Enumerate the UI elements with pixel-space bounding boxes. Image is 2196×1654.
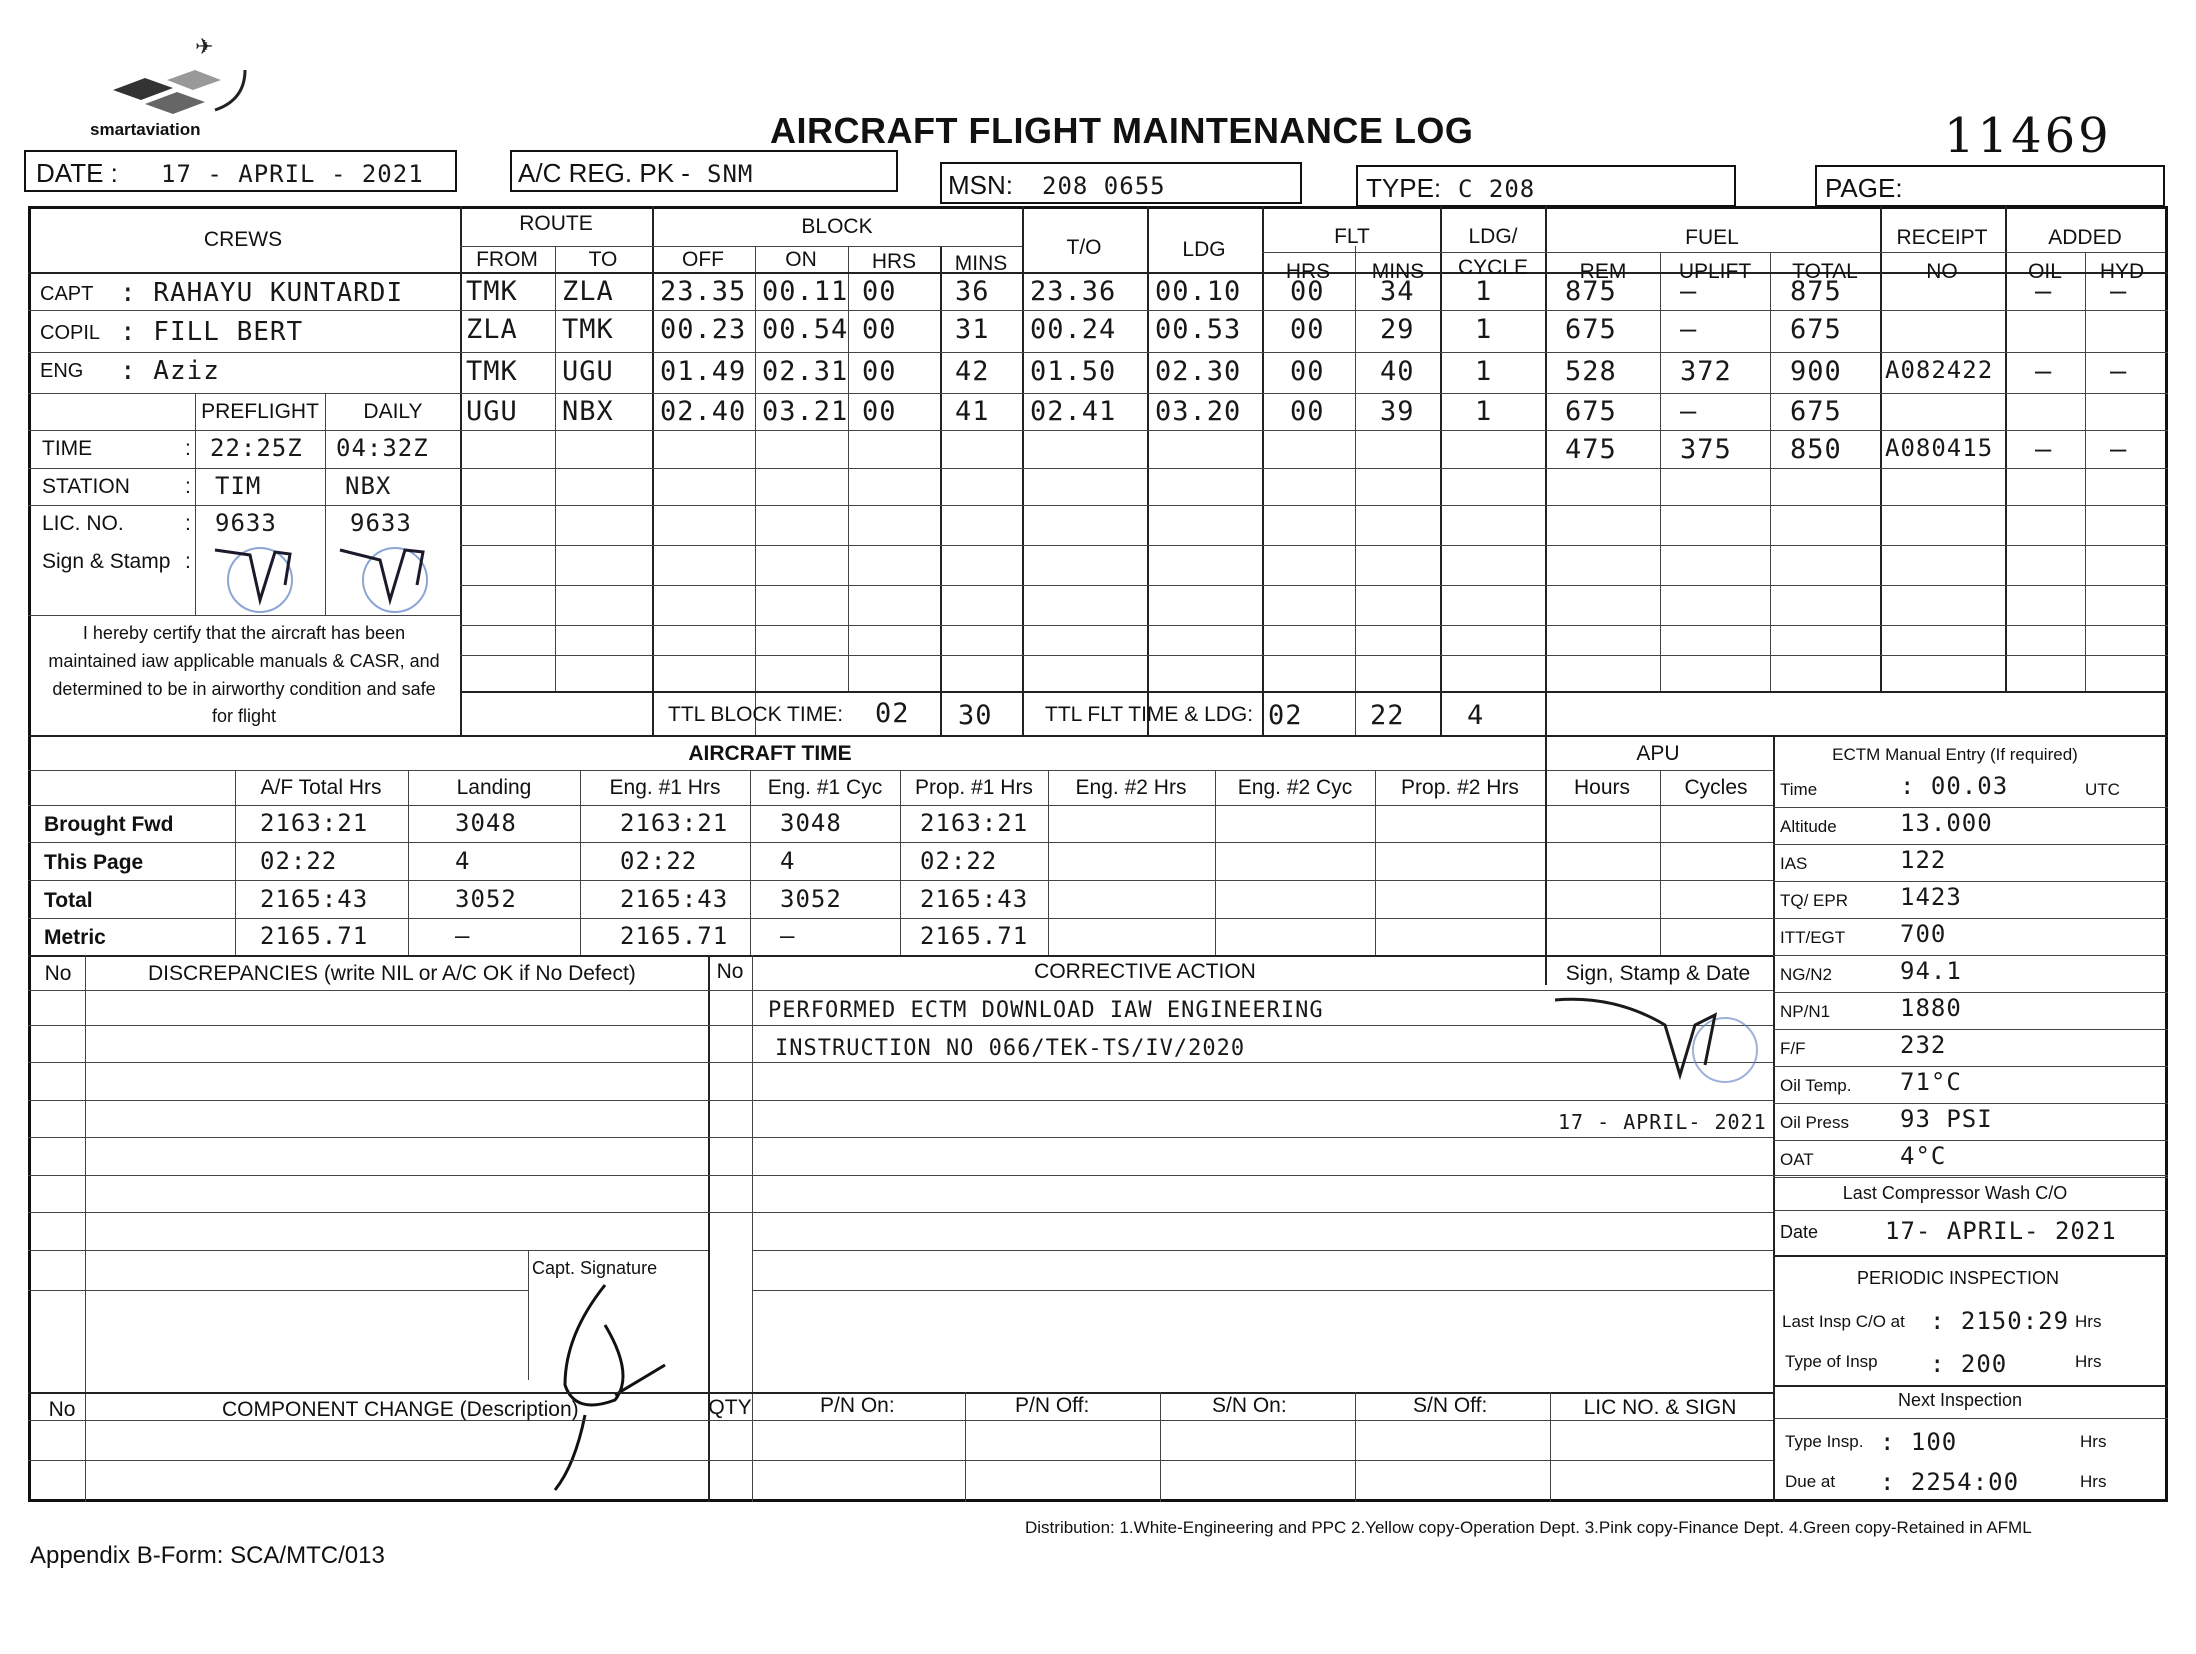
- sign-colon: :: [185, 550, 191, 573]
- total-heading: TOTAL: [1792, 260, 1858, 283]
- at-value-cell: —: [780, 922, 796, 950]
- flight-cycle-cell: 1: [1475, 276, 1493, 307]
- flight-hrs-cell: 00: [862, 356, 897, 387]
- on-heading: ON: [785, 248, 817, 271]
- flight-ldg-cell: 00.10: [1155, 276, 1242, 307]
- ectm-value: 700: [1900, 920, 1947, 948]
- ectm-value: 1880: [1900, 994, 1962, 1022]
- fuel-heading: FUEL: [1685, 226, 1739, 249]
- comp-no-heading: No: [48, 1398, 76, 1421]
- at-value-cell: 3048: [780, 809, 842, 837]
- at-row-label: Metric: [44, 926, 106, 949]
- ectm-value: 94.1: [1900, 957, 1962, 985]
- preflight-station: TIM: [215, 472, 262, 500]
- ectm-row-line: [1773, 918, 2168, 919]
- ttl-ldg: 4: [1467, 700, 1485, 731]
- next-type-hrs: Hrs: [2080, 1432, 2107, 1451]
- ectm-unit: UTC: [2085, 780, 2120, 799]
- ectm-row-line: [1773, 807, 2168, 808]
- flight-ldg-cell: 03.20: [1155, 396, 1242, 427]
- at-value-cell: 2163:21: [920, 809, 1029, 837]
- ldg-cycle-heading-1: LDG/: [1468, 225, 1518, 248]
- page-title: AIRCRAFT FLIGHT MAINTENANCE LOG: [770, 110, 1474, 151]
- sign-stamp-date-heading: Sign, Stamp & Date: [1565, 962, 1751, 985]
- flight-cycle-cell: 1: [1475, 314, 1493, 345]
- time-label: TIME: [42, 437, 93, 460]
- at-col-heading: Eng. #1 Cyc: [767, 776, 883, 799]
- comp-heading: COMPONENT CHANGE (Description): [222, 1398, 579, 1421]
- flight-cycle-cell: 1: [1475, 356, 1493, 387]
- time-colon: :: [185, 437, 191, 460]
- block-heading: BLOCK: [801, 215, 873, 238]
- due-hrs: Hrs: [2080, 1472, 2107, 1491]
- date-label: DATE :: [36, 158, 118, 188]
- ca-heading: CORRECTIVE ACTION: [1034, 960, 1256, 983]
- fuel-hyd-cell: –: [2110, 434, 2128, 465]
- fuel-total-cell: 850: [1790, 434, 1842, 465]
- flight-fhrs-cell: 00: [1290, 396, 1325, 427]
- flight-from-cell: TMK: [466, 276, 518, 307]
- ectm-row-line: [1773, 1140, 2168, 1141]
- certify-line-3: determined to be in airworthy condition and safe: [52, 679, 436, 699]
- daily-lic: 9633: [350, 509, 412, 537]
- distribution-note: Distribution: 1.White-Engineering and PPC 2.Yellow copy-Operation Dept. 3.Pink copy-Finance Dept. 4.Green copy-Retained in AFML: [1025, 1518, 2032, 1537]
- at-col-heading: Eng. #2 Hrs: [1075, 776, 1187, 799]
- preflight-time: 22:25Z: [210, 434, 303, 462]
- flight-on-cell: 00.11: [762, 276, 849, 307]
- flight-fhrs-cell: 00: [1290, 356, 1325, 387]
- fuel-rem-cell: 475: [1565, 434, 1617, 465]
- hyd-heading: HYD: [2099, 260, 2145, 283]
- fuel-uplift-cell: —: [1680, 276, 1698, 307]
- fuel-oil-cell: –: [2035, 276, 2053, 307]
- ectm-row-line: [1773, 844, 2168, 845]
- fuel-rem-cell: 675: [1565, 396, 1617, 427]
- uplift-heading: UPLIFT: [1678, 260, 1752, 283]
- flight-to-t-cell: 02.41: [1030, 396, 1117, 427]
- lic-sign-heading: LIC NO. & SIGN: [1583, 1396, 1737, 1419]
- eng-name: : Aziz: [120, 356, 220, 386]
- flight-mins-cell: 36: [955, 276, 990, 307]
- msn-value: 208 0655: [1042, 172, 1166, 200]
- receipt-no-heading: NO: [1926, 260, 1958, 283]
- flight-on-cell: 00.54: [762, 314, 849, 345]
- ttl-block-mins: 30: [958, 700, 993, 731]
- oil-heading: OIL: [2028, 260, 2062, 283]
- at-value-cell: —: [455, 922, 471, 950]
- at-value-cell: 2165:43: [260, 885, 369, 913]
- fuel-receipt-cell: A082422: [1885, 356, 1994, 384]
- flt-mins-heading: MINS: [1371, 260, 1425, 283]
- fuel-hyd-cell: –: [2110, 276, 2128, 307]
- last-insp-value: : 2150:29: [1930, 1307, 2070, 1335]
- flight-hrs-cell: 00: [862, 314, 897, 345]
- fuel-uplift-cell: 375: [1680, 434, 1732, 465]
- ectm-label: TQ/ EPR: [1780, 891, 1849, 910]
- next-insp-heading: Next Inspection: [1897, 1390, 2023, 1410]
- flight-mins-cell: 31: [955, 314, 990, 345]
- mins-heading: MINS: [954, 252, 1008, 275]
- at-row-label: Total: [44, 889, 93, 912]
- fuel-oil-cell: –: [2035, 434, 2053, 465]
- fuel-uplift-cell: —: [1680, 314, 1698, 345]
- hrs-heading: HRS: [871, 250, 917, 273]
- flight-fhrs-cell: 00: [1290, 314, 1325, 345]
- date-field: [24, 150, 457, 192]
- flt-hrs-heading: HRS: [1285, 260, 1331, 283]
- qty-heading: QTY: [708, 1396, 752, 1419]
- sn-on-heading: S/N On:: [1212, 1394, 1287, 1417]
- engineer-signature-icon: [1555, 995, 1765, 1085]
- at-value-cell: 2163:21: [620, 809, 729, 837]
- ectm-label: Altitude: [1780, 817, 1837, 836]
- date-value: 17 - APRIL - 2021: [161, 160, 424, 188]
- wash-date-value: 17- APRIL- 2021: [1885, 1217, 2117, 1245]
- from-heading: FROM: [476, 248, 538, 271]
- type-field: [1356, 165, 1736, 207]
- ectm-label: Time: [1780, 780, 1818, 799]
- crews-heading: CREWS: [203, 228, 283, 251]
- serial-number: 11469: [1944, 108, 2112, 164]
- apu-cycles-heading: Cycles: [1684, 776, 1748, 799]
- copil-name: : FILL BERT: [120, 317, 304, 347]
- periodic-heading: PERIODIC INSPECTION: [1856, 1268, 2060, 1288]
- last-insp-hrs: Hrs: [2075, 1312, 2102, 1331]
- ectm-row-line: [1773, 881, 2168, 882]
- ectm-row-line: [1773, 1066, 2168, 1067]
- ectm-label: Oil Temp.: [1780, 1076, 1852, 1095]
- station-label: STATION: [42, 475, 130, 498]
- fuel-uplift-cell: 372: [1680, 356, 1732, 387]
- ectm-value: 71°C: [1900, 1068, 1962, 1096]
- ectm-value: 122: [1900, 846, 1947, 874]
- ttl-flt-mins: 22: [1370, 700, 1405, 731]
- pn-off-heading: P/N Off:: [1015, 1394, 1090, 1417]
- flight-fmins-cell: 40: [1380, 356, 1415, 387]
- daily-station: NBX: [345, 472, 392, 500]
- ectm-row-line: [1773, 955, 2168, 956]
- ectm-value: 1423: [1900, 883, 1962, 911]
- fuel-rem-cell: 875: [1565, 276, 1617, 307]
- route-heading: ROUTE: [519, 212, 593, 235]
- flight-mins-cell: 42: [955, 356, 990, 387]
- flight-to-t-cell: 23.36: [1030, 276, 1117, 307]
- flt-heading: FLT: [1334, 225, 1370, 248]
- capt-label: CAPT: [40, 283, 94, 305]
- flight-to-cell: UGU: [562, 356, 614, 387]
- at-col-heading: Prop. #1 Hrs: [915, 776, 1033, 799]
- flight-to-cell: TMK: [562, 314, 614, 345]
- pn-on-heading: P/N On:: [820, 1394, 895, 1417]
- ttl-block-label: TTL BLOCK TIME:: [668, 703, 844, 726]
- apu-heading: APU: [1636, 742, 1680, 765]
- flight-off-cell: 23.35: [660, 276, 747, 307]
- fuel-rem-cell: 675: [1565, 314, 1617, 345]
- at-value-cell: 2163:21: [260, 809, 369, 837]
- msn-label: MSN:: [948, 170, 1013, 200]
- flight-cycle-cell: 1: [1475, 396, 1493, 427]
- fuel-hyd-cell: –: [2110, 356, 2128, 387]
- at-value-cell: 2165:43: [620, 885, 729, 913]
- ectm-label: IAS: [1780, 854, 1808, 873]
- reg-label: A/C REG. PK -: [518, 158, 690, 188]
- at-value-cell: 2165.71: [620, 922, 729, 950]
- at-value-cell: 02:22: [260, 847, 338, 875]
- ttl-block-hrs: 02: [875, 698, 910, 729]
- eng-label: ENG: [40, 360, 84, 382]
- at-value-cell: 2165.71: [260, 922, 369, 950]
- at-value-cell: 02:22: [920, 847, 998, 875]
- flight-fmins-cell: 39: [1380, 396, 1415, 427]
- receipt-heading: RECEIPT: [1896, 226, 1988, 249]
- ectm-row-line: [1773, 1177, 2168, 1178]
- ectm-label: ITT/EGT: [1780, 928, 1846, 947]
- certify-line-4: for flight: [211, 706, 277, 726]
- added-heading: ADDED: [2048, 226, 2122, 249]
- ectm-heading: ECTM Manual Entry (If required): [1832, 745, 2078, 764]
- at-row-label: This Page: [44, 851, 144, 874]
- logo-text: smartaviation: [90, 120, 201, 139]
- at-value-cell: 2165:43: [920, 885, 1029, 913]
- flight-off-cell: 00.23: [660, 314, 747, 345]
- reg-value: SNM: [707, 160, 754, 188]
- fuel-receipt-cell: A080415: [1885, 434, 1994, 462]
- wash-date-label: Date: [1780, 1222, 1819, 1242]
- ectm-label: NP/N1: [1780, 1002, 1831, 1021]
- fuel-total-cell: 675: [1790, 396, 1842, 427]
- fuel-oil-cell: –: [2035, 356, 2053, 387]
- at-col-heading: A/F Total Hrs: [260, 776, 382, 799]
- ttl-flt-label: TTL FLT TIME & LDG:: [1045, 703, 1254, 726]
- preflight-stamp-icon: [205, 540, 305, 620]
- flight-fmins-cell: 29: [1380, 314, 1415, 345]
- at-value-cell: 3052: [455, 885, 517, 913]
- due-value: : 2254:00: [1880, 1468, 2020, 1496]
- ectm-row-line: [1773, 1103, 2168, 1104]
- at-value-cell: 3048: [455, 809, 517, 837]
- reg-field: [510, 150, 898, 192]
- flight-off-cell: 02.40: [660, 396, 747, 427]
- wash-heading: Last Compressor Wash C/O: [1842, 1183, 2068, 1203]
- flight-ldg-cell: 02.30: [1155, 356, 1242, 387]
- type-insp-hrs: Hrs: [2075, 1352, 2102, 1371]
- fuel-total-cell: 675: [1790, 314, 1842, 345]
- station-colon: :: [185, 475, 191, 498]
- sn-off-heading: S/N Off:: [1413, 1394, 1488, 1417]
- flight-to-t-cell: 01.50: [1030, 356, 1117, 387]
- sign-date: 17 - APRIL- 2021: [1558, 1110, 1767, 1134]
- ectm-value: 93 PSI: [1900, 1105, 1993, 1133]
- off-heading: OFF: [682, 248, 724, 271]
- page-label: PAGE:: [1825, 173, 1903, 203]
- type-insp-value: : 200: [1930, 1350, 2008, 1378]
- to-time-heading: T/O: [1066, 236, 1102, 259]
- preflight-heading: PREFLIGHT: [201, 400, 319, 423]
- to-heading: TO: [588, 248, 618, 271]
- at-value-cell: 4: [455, 847, 471, 875]
- ldg-cycle-heading-2: CYCLE: [1457, 256, 1529, 279]
- ldg-heading: LDG: [1182, 238, 1226, 261]
- lic-label: LIC. NO.: [42, 512, 124, 535]
- flight-hrs-cell: 00: [862, 396, 897, 427]
- daily-stamp-icon: [335, 540, 445, 620]
- at-col-heading: Eng. #1 Hrs: [609, 776, 721, 799]
- ca-line-1: PERFORMED ECTM DOWNLOAD IAW ENGINEERING: [768, 998, 1324, 1023]
- disc-heading: DISCREPANCIES (write NIL or A/C OK if No Defect): [148, 962, 636, 985]
- flight-fhrs-cell: 00: [1290, 276, 1325, 307]
- preflight-lic: 9633: [215, 509, 277, 537]
- apu-hours-heading: Hours: [1573, 776, 1631, 799]
- at-value-cell: 2165.71: [920, 922, 1029, 950]
- form-reference: Appendix B-Form: SCA/MTC/013: [30, 1542, 385, 1569]
- at-value-cell: 3052: [780, 885, 842, 913]
- sign-stamp-label: Sign & Stamp: [42, 550, 171, 573]
- flight-on-cell: 03.21: [762, 396, 849, 427]
- ectm-label: OAT: [1780, 1150, 1814, 1169]
- daily-time: 04:32Z: [336, 434, 429, 462]
- logo: [90, 34, 265, 145]
- ectm-value: 232: [1900, 1031, 1947, 1059]
- type-insp-label: Type of Insp: [1785, 1352, 1878, 1371]
- flight-to-cell: NBX: [562, 396, 614, 427]
- type-label: TYPE:: [1366, 173, 1442, 203]
- rem-heading: REM: [1579, 260, 1627, 283]
- capt-signature-label: Capt. Signature: [532, 1258, 658, 1278]
- ectm-value: 13.000: [1900, 809, 1993, 837]
- ectm-label: Oil Press: [1780, 1113, 1849, 1132]
- at-value-cell: 02:22: [620, 847, 698, 875]
- flight-off-cell: 01.49: [660, 356, 747, 387]
- flight-to-cell: ZLA: [562, 276, 614, 307]
- last-insp-label: Last Insp C/O at: [1782, 1312, 1905, 1331]
- at-row-label: Brought Fwd: [44, 813, 174, 836]
- flight-on-cell: 02.31: [762, 356, 849, 387]
- flight-hrs-cell: 00: [862, 276, 897, 307]
- certify-line-1: I hereby certify that the aircraft has been: [82, 623, 406, 643]
- copil-label: COPIL: [40, 322, 101, 344]
- ttl-flt-hrs: 02: [1268, 700, 1303, 731]
- fuel-total-cell: 875: [1790, 276, 1842, 307]
- ectm-row-line: [1773, 1029, 2168, 1030]
- ca-no-heading: No: [716, 960, 744, 983]
- at-value-cell: 4: [780, 847, 796, 875]
- svg-text:✈: ✈: [195, 34, 214, 59]
- flight-mins-cell: 41: [955, 396, 990, 427]
- page-field: [1815, 165, 2165, 207]
- flight-from-cell: UGU: [466, 396, 518, 427]
- certify-line-2: maintained iaw applicable manuals & CASR, and: [48, 651, 440, 671]
- fuel-rem-cell: 528: [1565, 356, 1617, 387]
- fuel-total-cell: 900: [1790, 356, 1842, 387]
- next-type-value: : 100: [1880, 1428, 1958, 1456]
- flight-from-cell: TMK: [466, 356, 518, 387]
- type-value: C 208: [1458, 175, 1536, 203]
- flight-from-cell: ZLA: [466, 314, 518, 345]
- next-type-label: Type Insp.: [1785, 1432, 1864, 1451]
- msn-field: [940, 162, 1302, 204]
- ectm-value: : 00.03: [1900, 772, 2009, 800]
- ectm-label: F/F: [1780, 1039, 1806, 1058]
- capt-name: : RAHAYU KUNTARDI: [120, 278, 404, 308]
- flight-to-t-cell: 00.24: [1030, 314, 1117, 345]
- flight-ldg-cell: 00.53: [1155, 314, 1242, 345]
- lic-colon: :: [185, 512, 191, 535]
- ca-line-2: INSTRUCTION NO 066/TEK-TS/IV/2020: [775, 1036, 1246, 1061]
- at-col-heading: Prop. #2 Hrs: [1401, 776, 1519, 799]
- fuel-uplift-cell: —: [1680, 396, 1698, 427]
- flight-fmins-cell: 34: [1380, 276, 1415, 307]
- ectm-row-line: [1773, 992, 2168, 993]
- daily-heading: DAILY: [363, 400, 423, 423]
- due-label: Due at: [1785, 1472, 1836, 1491]
- at-col-heading: Eng. #2 Cyc: [1237, 776, 1353, 799]
- disc-no-heading: No: [44, 962, 72, 985]
- ectm-value: 4°C: [1900, 1142, 1947, 1170]
- aircraft-time-heading: AIRCRAFT TIME: [688, 742, 852, 765]
- at-col-heading: Landing: [456, 776, 532, 799]
- ectm-label: NG/N2: [1780, 965, 1832, 984]
